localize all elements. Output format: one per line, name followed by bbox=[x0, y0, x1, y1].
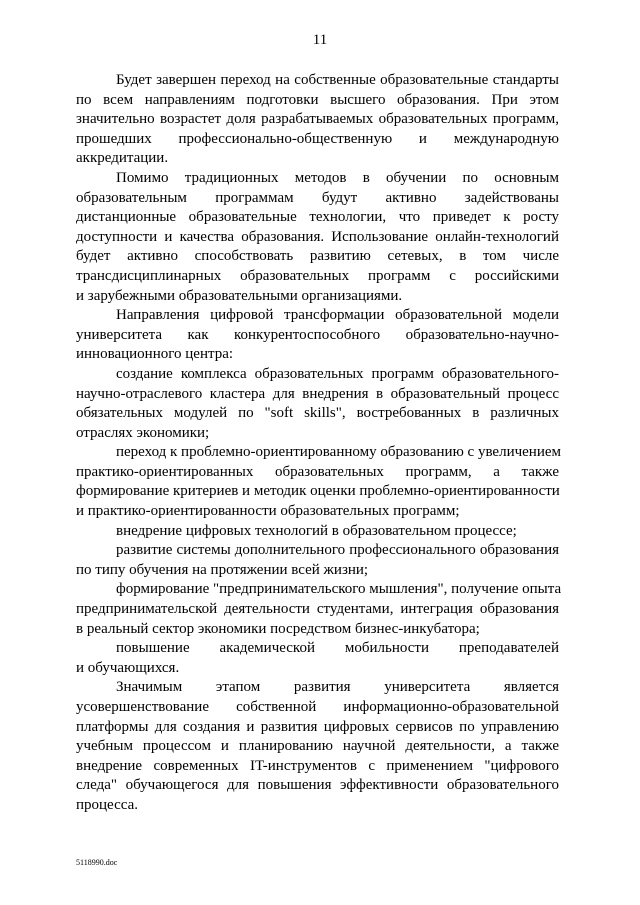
text-line: внедрение цифровых технологий в образовательном процессе; bbox=[116, 522, 517, 539]
text-line: Направления цифровой трансформации образовательной модели bbox=[116, 307, 559, 324]
text-line: университета как конкурентоспособного образовательно-научно- bbox=[76, 326, 559, 343]
paragraph bbox=[76, 541, 559, 580]
text-line: развитие системы дополнительного профессионального образования bbox=[116, 542, 559, 559]
document-body bbox=[76, 71, 562, 816]
paragraph bbox=[76, 71, 559, 169]
text-line: учебным процессом и планированию научной деятельности, а также bbox=[76, 738, 559, 755]
text-line: платформы для создания и развития цифровых сервисов по управлению bbox=[76, 718, 559, 735]
text-line: значительно возрастет доля разрабатываемых образовательных программ, bbox=[76, 111, 559, 128]
text-line: Помимо традиционных методов в обучении по основным bbox=[116, 169, 559, 186]
page-number: 11 bbox=[312, 32, 328, 48]
text-line: образовательным программам будут активно задействованы bbox=[76, 189, 559, 206]
text-line: повышение академической мобильности преподавателей bbox=[116, 640, 559, 657]
text-line: научно-отраслевого кластера для внедрения в образовательный процесс bbox=[76, 385, 559, 402]
text-line: по всем направлениям подготовки высшего образования. При этом bbox=[76, 91, 559, 108]
text-line: практико-ориентированных образовательных программ, а также bbox=[76, 463, 559, 480]
paragraph bbox=[76, 580, 562, 639]
text-line: процесса. bbox=[76, 796, 138, 813]
paragraph bbox=[76, 678, 559, 815]
text-line: формирование критериев и методик оценки проблемно-ориентированности bbox=[76, 483, 560, 500]
paragraph bbox=[76, 169, 559, 306]
text-line: Будет завершен переход на собственные образовательные стандарты bbox=[116, 72, 559, 88]
text-line: переход к проблемно-ориентированному образованию с увеличением bbox=[116, 444, 562, 461]
text-line: формирование "предпринимательского мышления", получение опыта bbox=[116, 581, 562, 598]
text-line: следа" обучающегося для повышения эффективности образовательного bbox=[76, 777, 559, 794]
paragraph bbox=[76, 443, 562, 521]
text-line: доступности и качества образования. Использование онлайн-технологий bbox=[76, 228, 559, 245]
text-line: по типу обучения на протяжении всей жизни; bbox=[76, 561, 369, 578]
text-line: внедрение современных IT-инструментов с применением "цифрового bbox=[76, 757, 559, 774]
paragraph bbox=[76, 365, 559, 443]
text-line: Значимым этапом развития университета является bbox=[116, 679, 559, 696]
text-line: усовершенствование собственной информационно-образовательной bbox=[76, 699, 559, 715]
text-line: инновационного центра: bbox=[76, 346, 234, 363]
paragraph bbox=[76, 639, 559, 678]
text-line: обязательных модулей по "soft skills", востребованных в различных bbox=[76, 405, 559, 422]
text-line: дистанционные образовательные технологии, что приведет к росту bbox=[76, 209, 559, 226]
paragraph bbox=[76, 306, 559, 365]
text-line: создание комплекса образовательных программ образовательного- bbox=[116, 365, 559, 382]
paragraph bbox=[76, 522, 559, 542]
footer-filename: 5118990.doc bbox=[76, 858, 118, 867]
text-line: и зарубежными образовательными организациями. bbox=[76, 287, 403, 304]
text-line: аккредитации. bbox=[76, 150, 169, 167]
text-line: отраслях экономики; bbox=[76, 424, 210, 441]
text-line: прошедших профессионально-общественную и международную bbox=[76, 130, 559, 147]
text-line: и практико-ориентированности образовательных программ; bbox=[76, 503, 460, 520]
text-line: в реальный сектор экономики посредством бизнес-инкубатора; bbox=[76, 620, 480, 637]
text-line: трансдисциплинарных образовательных программ с российскими bbox=[76, 267, 559, 284]
text-line: и обучающихся. bbox=[76, 659, 180, 676]
text-line: предпринимательской деятельности студентами, интеграция образования bbox=[76, 601, 559, 618]
text-line: будет активно способствовать развитию сетевых, в том числе bbox=[76, 248, 559, 265]
